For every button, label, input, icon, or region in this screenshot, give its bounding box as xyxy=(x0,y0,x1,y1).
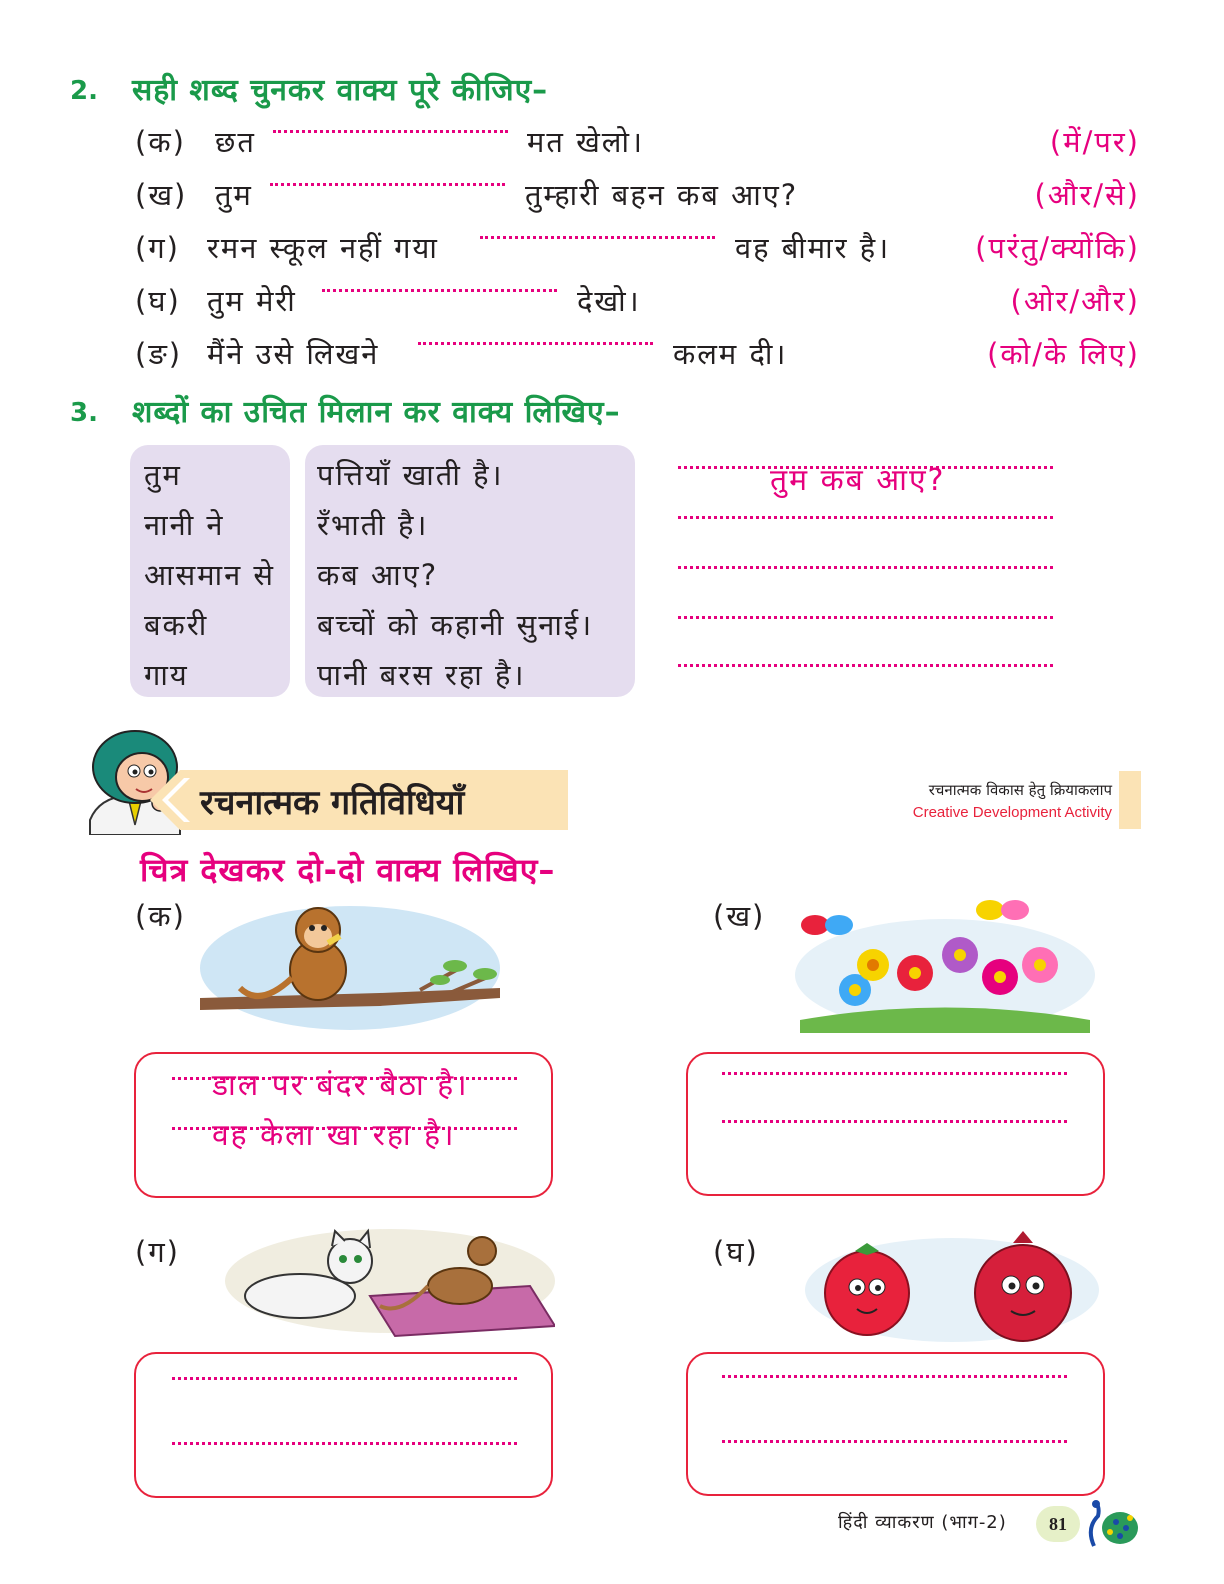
answer-line[interactable] xyxy=(678,566,1053,569)
answer-line[interactable] xyxy=(172,1442,517,1445)
page-number: 81 xyxy=(1036,1506,1080,1542)
match-left-item: गाय xyxy=(144,658,189,692)
monkey-on-branch-icon xyxy=(200,898,500,1033)
match-left-item: नानी ने xyxy=(144,508,225,542)
match-left-item: तुम xyxy=(144,458,182,492)
q2-item-4 xyxy=(135,281,1140,325)
item-options: (में/पर) xyxy=(1049,125,1140,159)
fill-blank[interactable] xyxy=(270,183,505,186)
cat-and-rat-icon xyxy=(220,1226,555,1338)
q2-item-2 xyxy=(135,175,1140,219)
q4-title: चित्र देखकर दो-दो वाक्य लिखिए– xyxy=(140,851,556,889)
q2-item-3 xyxy=(135,228,1140,272)
fill-blank[interactable] xyxy=(480,236,715,239)
banner-title: रचनात्मक गतिविधियाँ xyxy=(200,783,465,823)
tomato-pomegranate-icon xyxy=(805,1225,1100,1343)
answer-box-gha[interactable] xyxy=(686,1352,1105,1496)
item-options: (और/से) xyxy=(1034,178,1140,212)
example-answer-2: वह केला खा रहा है। xyxy=(212,1118,456,1153)
item-after: वह बीमार है। xyxy=(735,231,891,265)
answer-line[interactable] xyxy=(172,1377,517,1380)
item-options: (ओर/और) xyxy=(1010,284,1140,318)
picture-label-kha: (ख) xyxy=(713,899,766,933)
example-answer-1: डाल पर बंदर बैठा है। xyxy=(212,1068,469,1103)
answer-line[interactable] xyxy=(722,1440,1067,1443)
item-label: (ङ) xyxy=(135,337,183,371)
item-options: (को/के लिए) xyxy=(987,337,1140,371)
answer-line[interactable] xyxy=(678,516,1053,519)
picture-label-gha: (घ) xyxy=(713,1235,759,1269)
item-label: (घ) xyxy=(135,284,181,318)
picture-label-ka: (क) xyxy=(135,899,186,933)
match-right-item: बच्चों को कहानी सुनाई। xyxy=(317,608,594,642)
match-left-item: बकरी xyxy=(144,608,209,642)
answer-line[interactable] xyxy=(722,1120,1067,1123)
match-right-item: पानी बरस रहा है। xyxy=(317,658,526,692)
banner-subtitle-english: Creative Development Activity xyxy=(912,804,1112,821)
picture-label-ga: (ग) xyxy=(135,1235,180,1269)
match-right-box xyxy=(305,445,635,697)
item-after: तुम्हारी बहन कब आए? xyxy=(525,178,799,212)
fill-blank[interactable] xyxy=(418,342,653,345)
fill-blank[interactable] xyxy=(322,289,557,292)
answer-line[interactable] xyxy=(722,1072,1067,1075)
q3-title: शब्दों का उचित मिलान कर वाक्य लिखिए– xyxy=(132,395,621,430)
peacock-icon xyxy=(1076,1498,1140,1550)
q2-item-5 xyxy=(135,334,1140,378)
q2-title: सही शब्द चुनकर वाक्य पूरे कीजिए– xyxy=(132,73,549,108)
match-left-box xyxy=(130,445,290,697)
item-label: (ख) xyxy=(135,178,188,212)
match-left-item: आसमान से xyxy=(144,558,276,592)
q2-number: 2. xyxy=(70,76,98,106)
match-right-item: कब आए? xyxy=(317,558,439,592)
item-after: कलम दी। xyxy=(673,337,788,371)
q2-item-1 xyxy=(135,122,1140,166)
flowers-butterflies-icon xyxy=(795,895,1095,1033)
item-before: तुम मेरी xyxy=(207,284,297,318)
item-label: (क) xyxy=(135,125,186,159)
item-before: तुम xyxy=(215,178,253,212)
answer-line[interactable] xyxy=(678,664,1053,667)
banner-tab xyxy=(1119,771,1141,829)
item-before: मैंने उसे लिखने xyxy=(207,337,380,371)
answer-line[interactable] xyxy=(678,616,1053,619)
item-after: देखो। xyxy=(577,284,641,318)
answer-line[interactable] xyxy=(722,1375,1067,1378)
match-right-item: रँभाती है। xyxy=(317,508,429,542)
footer-book-title: हिंदी व्याकरण (भाग-2) xyxy=(838,1512,1007,1533)
item-before: रमन स्कूल नहीं गया xyxy=(207,231,439,265)
q3-number: 3. xyxy=(70,398,98,428)
match-right-item: पत्तियाँ खाती है। xyxy=(317,458,504,492)
item-before: छत xyxy=(215,125,256,159)
example-answer: तुम कब आए? xyxy=(770,463,946,498)
item-after: मत खेलो। xyxy=(527,125,644,159)
item-options: (परंतु/क्योंकि) xyxy=(975,231,1140,265)
fill-blank[interactable] xyxy=(273,130,508,133)
banner-subtitle-hindi: रचनात्मक विकास हेतु क्रियाकलाप xyxy=(928,781,1112,799)
item-label: (ग) xyxy=(135,231,180,265)
answer-box-ga[interactable] xyxy=(134,1352,553,1498)
